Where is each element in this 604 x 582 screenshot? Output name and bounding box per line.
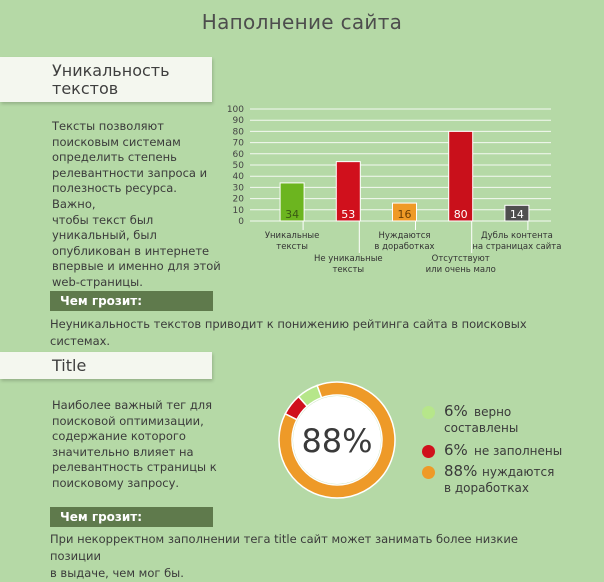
y-tick-label: 10 [232, 205, 244, 216]
x-category-label: тексты [332, 265, 365, 275]
text-line: поисковой оптимизации, [52, 413, 204, 428]
legend-percent: 6% [444, 441, 468, 459]
x-category-label: тексты [276, 242, 308, 252]
bar-value-label: 34 [285, 208, 300, 221]
uniqueness-bar-chart [222, 100, 562, 282]
x-category-label: Уникальные [264, 231, 320, 241]
section2-description [52, 398, 232, 492]
y-tick-label: 60 [232, 149, 244, 160]
section-heading-title [0, 352, 212, 379]
legend-label-line2: в доработках [444, 481, 529, 495]
text-line: web-страницы. [52, 274, 143, 289]
threat-text-line: в выдаче, чем мог бы. [50, 566, 184, 580]
threat-text-line: При некорректном заполнении тега title сайт может занимать более низкие позиции [50, 532, 518, 563]
text-line: Наиболее важный тег для [52, 398, 213, 412]
text-line: содержание которого [52, 429, 186, 444]
donut-center-label: 88% [301, 422, 373, 460]
legend-label-line2: составлены [444, 421, 519, 435]
section-heading-line1: Уникальность [52, 61, 170, 80]
legend-dot-icon [422, 445, 435, 458]
text-line: уникальный, был [52, 228, 157, 243]
y-tick-label: 0 [238, 217, 244, 227]
bar-value-label: 53 [341, 208, 356, 221]
x-category-label: Не уникальные [313, 254, 383, 264]
x-category-label: Отсутствуют [431, 254, 490, 264]
y-tick-label: 50 [232, 161, 244, 171]
threat-label: Чем грозит: [50, 291, 213, 311]
x-category-label: на страницах сайта [472, 242, 562, 252]
text-line: релевантность страницы к [52, 460, 217, 475]
legend-dot-icon [422, 466, 435, 479]
text-line: поисковому запросу. [52, 475, 180, 490]
y-tick-label: 90 [232, 116, 244, 127]
threat-label: Чем грозит: [50, 507, 213, 527]
y-tick-label: 100 [226, 105, 244, 115]
legend-dot-icon [422, 406, 435, 419]
text-line: Тексты позволяют [52, 119, 164, 133]
text-line: впервые и именно для этой [52, 259, 221, 274]
threat-text: Неуникальность текстов приводит к понижению рейтинга сайта в поисковых системах. [50, 317, 527, 348]
bar-value-label: 14 [509, 208, 524, 221]
y-tick-label: 40 [232, 172, 244, 183]
legend-label: нуждаются [482, 465, 555, 479]
section-heading-line2: текстов [52, 79, 119, 98]
legend-label: верно [474, 405, 512, 419]
x-category-label: Дубль контента [480, 231, 553, 241]
bar-value-label: 16 [397, 208, 412, 221]
text-line: поисковым системам [52, 134, 181, 149]
threat-text [50, 531, 570, 582]
y-tick-label: 30 [232, 183, 244, 194]
text-line: значительно влияет на [52, 444, 194, 459]
legend-label: не заполнены [474, 444, 563, 458]
y-tick-label: 20 [232, 194, 244, 205]
title-donut-chart [272, 375, 402, 505]
x-category-label: Нуждаются [378, 231, 431, 241]
page-title: Наполнение сайта [201, 10, 403, 34]
y-tick-label: 80 [232, 127, 244, 138]
text-line: полезность ресурса. Важно, [52, 181, 177, 211]
section-heading-uniqueness [0, 57, 212, 102]
text-line: чтобы текст был [52, 212, 154, 227]
x-category-label: или очень мало [425, 265, 496, 275]
text-line: определить степень [52, 150, 177, 165]
x-category-label: в доработках [374, 242, 435, 252]
bar-value-label: 80 [453, 208, 468, 221]
text-line: релевантности запроса и [52, 165, 208, 180]
text-line: опубликован в интернете [52, 243, 210, 258]
y-tick-label: 70 [232, 138, 244, 149]
legend-percent: 88% [444, 462, 478, 480]
legend-percent: 6% [444, 402, 468, 420]
section-heading-text: Title [52, 356, 87, 375]
section1-description [52, 119, 222, 291]
